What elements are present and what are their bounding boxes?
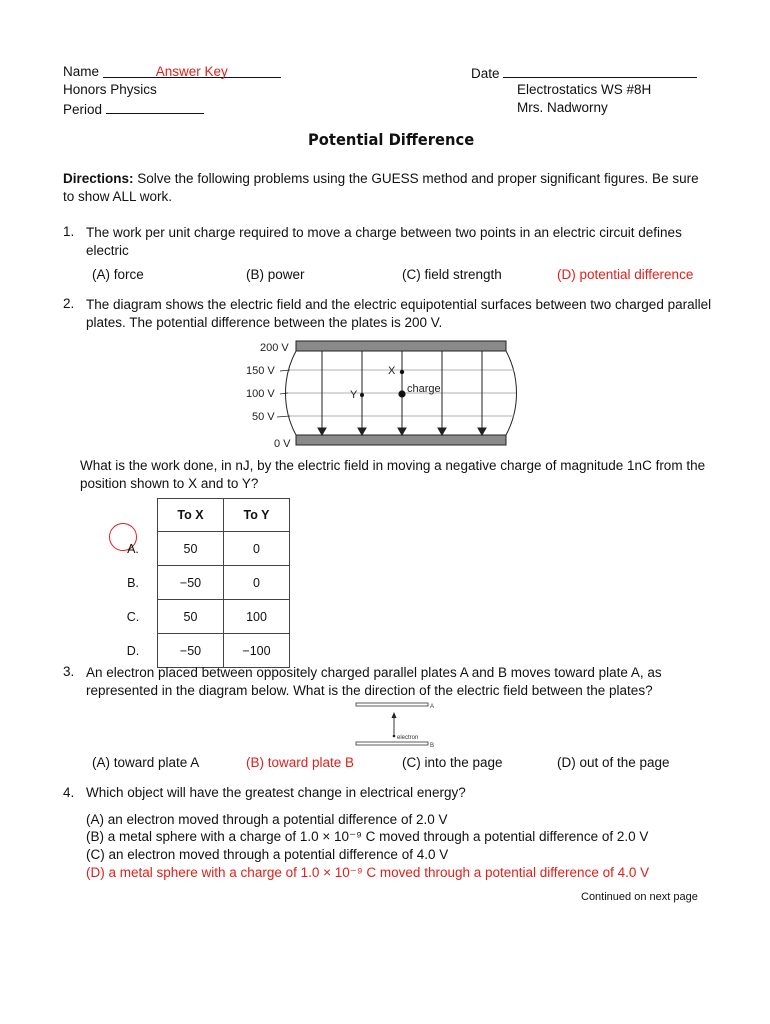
q3-choice-a: (A) toward plate A — [92, 755, 200, 770]
cell-to-y: 0 — [224, 566, 290, 600]
class-name: Honors Physics — [63, 82, 157, 97]
point-y-dot — [360, 393, 364, 397]
electron-dot — [393, 735, 396, 738]
q3-text: An electron placed between oppositely charged parallel plates A and B moves toward plate A, as represented in the diagram below. What is the direction of the electric field between the plates? — [86, 665, 662, 698]
name-label: Name — [63, 64, 100, 79]
period-blank — [106, 100, 204, 114]
name-line — [63, 64, 281, 79]
table-row — [109, 532, 290, 566]
label-electron: electron — [397, 735, 419, 741]
q4-choice-b: (B) a metal sphere with a charge of 1.0 × 10⁻⁹ C moved through a potential difference of 2.0 V — [86, 829, 649, 844]
plate-a — [356, 703, 428, 706]
q1-text: The work per unit charge required to move a charge between two points in an electric circuit defines electric — [86, 225, 682, 258]
q4-choice-c: (C) an electron moved through a potential difference of 4.0 V — [86, 847, 449, 862]
table-row — [109, 566, 290, 600]
label-0v: 0 V — [274, 438, 291, 450]
row-label: C. — [126, 609, 140, 624]
charge-dot — [398, 390, 405, 397]
q4-choice-d: (D) a metal sphere with a charge of 1.0 × 10⁻⁹ C moved through a potential difference of 4.0 V — [86, 865, 650, 880]
label-point-x: X — [388, 365, 396, 377]
date-line — [471, 64, 697, 81]
point-x-dot — [400, 370, 404, 374]
electron-plates-diagram — [354, 701, 444, 751]
label-plate-b: B — [430, 743, 435, 749]
worksheet-id: Electrostatics WS #8H — [517, 82, 652, 97]
cell-to-x: 50 — [158, 532, 224, 566]
bottom-plate — [296, 435, 506, 445]
teacher-name: Mrs. Nadworny — [517, 100, 608, 115]
cell-to-x: 50 — [158, 600, 224, 634]
cell-to-y: 0 — [224, 532, 290, 566]
q3-choice-c: (C) into the page — [402, 755, 503, 770]
name-value: Answer Key — [103, 64, 281, 78]
cell-to-x: −50 — [158, 634, 224, 668]
table-row — [109, 600, 290, 634]
label-plate-a: A — [430, 704, 435, 710]
q1-choice-a: (A) force — [92, 267, 144, 282]
label-150v: 150 V — [246, 365, 275, 377]
q2-text: The diagram shows the electric field and the electric equipotential surfaces between two charged parallel plates. The potential difference between the plates is 200 V. — [86, 297, 712, 330]
table-row — [109, 634, 290, 668]
parallel-plates-diagram — [244, 337, 534, 453]
label-point-y: Y — [350, 389, 358, 401]
q2-question: What is the work done, in nJ, by the electric field in moving a negative charge of magnitude 1nC from the position shown to X and to Y? — [80, 458, 706, 491]
continued-note: Continued on next page — [581, 891, 698, 903]
q4-choice-a: (A) an electron moved through a potential difference of 2.0 V — [86, 812, 448, 827]
q4-number: 4. — [63, 785, 75, 800]
period-label: Period — [63, 102, 103, 117]
page-title: Potential Difference — [308, 130, 475, 149]
q1-choice-b: (B) power — [246, 267, 305, 282]
q3-number: 3. — [63, 664, 75, 679]
q2-number: 2. — [63, 296, 75, 311]
q4-text: Which object will have the greatest change in electrical energy? — [86, 785, 466, 800]
row-label: A. — [127, 541, 139, 556]
header-to-x: To X — [158, 499, 224, 532]
directions-label: Directions: — [63, 171, 134, 186]
cell-to-x: −50 — [158, 566, 224, 600]
top-plate — [296, 341, 506, 351]
date-blank — [503, 64, 697, 78]
arrow-head — [392, 712, 397, 718]
label-200v: 200 V — [260, 342, 289, 354]
table-header-row — [109, 499, 290, 532]
label-100v: 100 V — [246, 388, 275, 400]
q3-choice-d: (D) out of the page — [557, 755, 670, 770]
q1-choice-c: (C) field strength — [402, 267, 502, 282]
directions — [63, 170, 713, 206]
work-table — [109, 498, 290, 668]
q1-number: 1. — [63, 224, 75, 239]
plate-b — [356, 742, 428, 745]
date-label: Date — [471, 66, 500, 81]
q3-choice-b: (B) toward plate B — [246, 755, 355, 770]
q1-choice-d: (D) potential difference — [557, 267, 694, 282]
row-label: D. — [126, 643, 140, 658]
period-line — [63, 100, 204, 117]
label-charge: charge — [407, 383, 441, 395]
label-50v: 50 V — [252, 411, 275, 423]
cell-to-y: 100 — [224, 600, 290, 634]
directions-text: Solve the following problems using the GUESS method and proper significant figures. Be sure to show ALL work. — [63, 171, 699, 204]
header-to-y: To Y — [224, 499, 290, 532]
cell-to-y: −100 — [224, 634, 290, 668]
row-label: B. — [127, 575, 139, 590]
